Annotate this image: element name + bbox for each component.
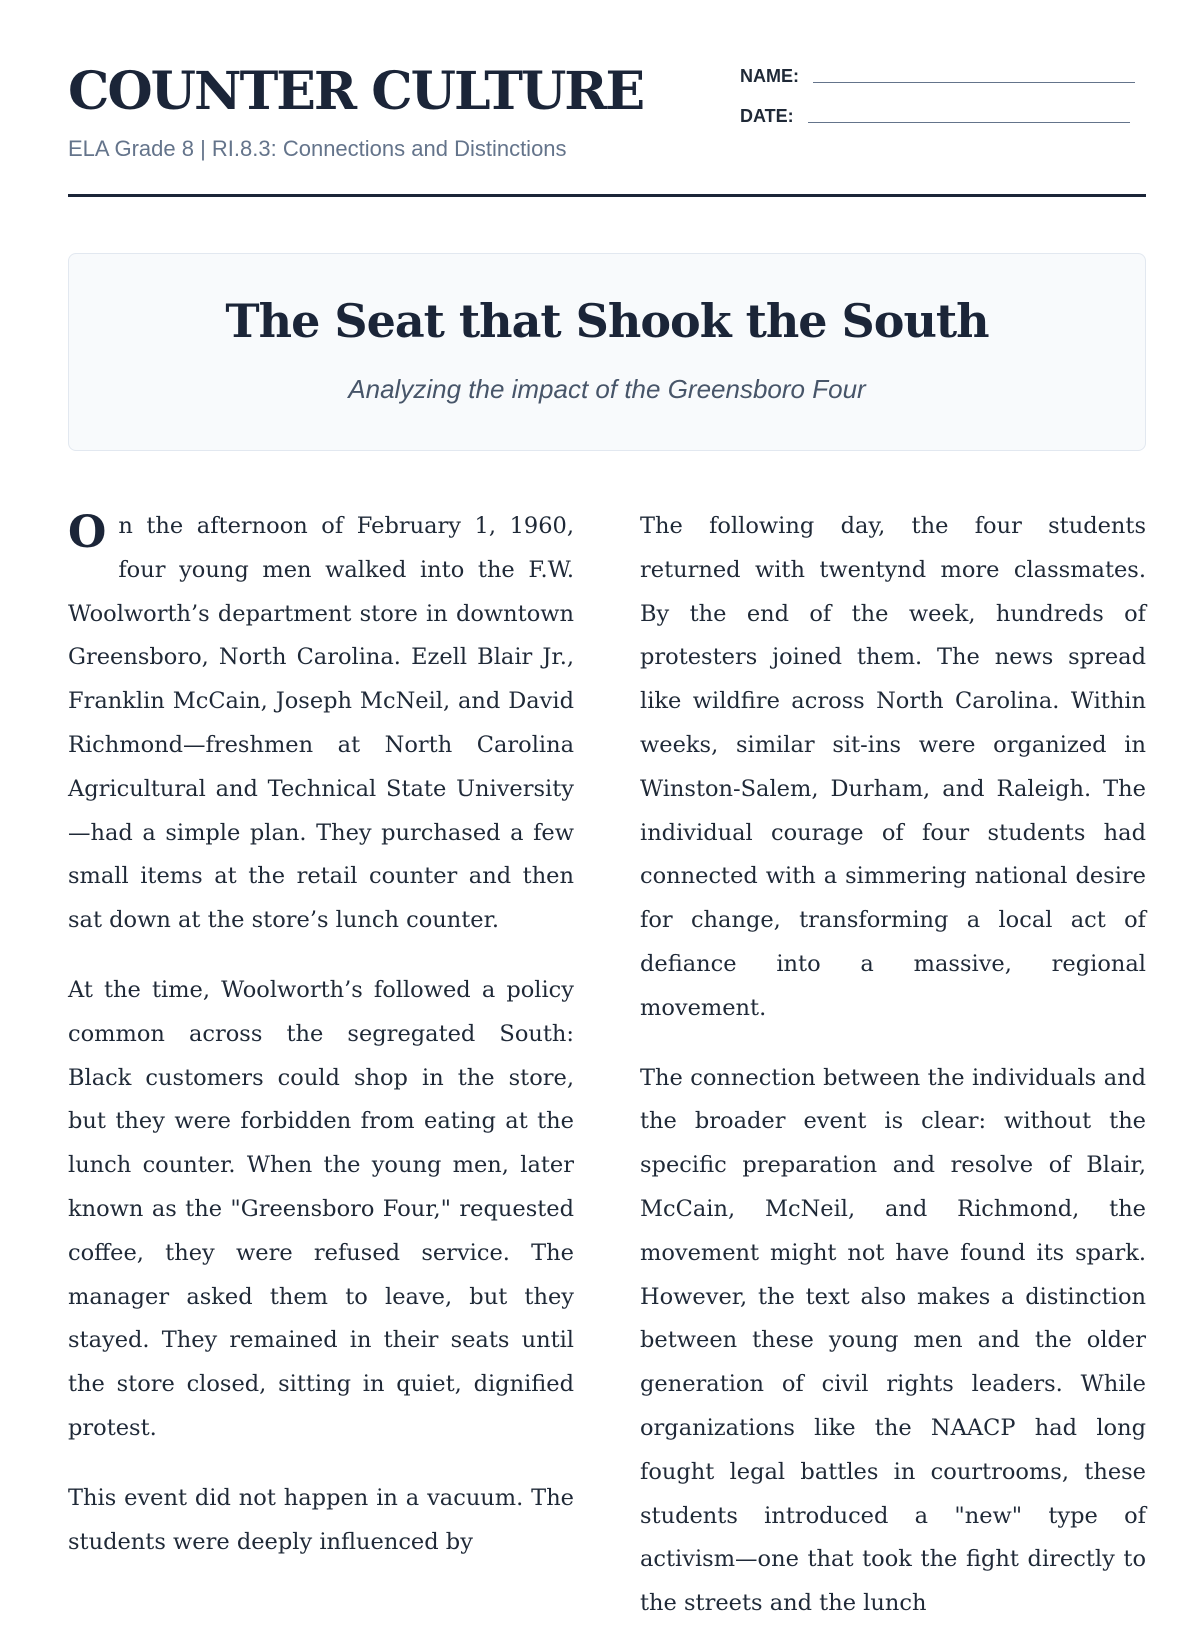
left-column [68,505,574,1590]
article-tagline: Analyzing the impact of the Greensboro Four [348,374,866,404]
worksheet-page [68,0,1146,1617]
course-subtitle: ELA Grade 8 | RI.8.3: Connections and Distinctions [68,136,567,161]
paragraph: At the time, Woolworth’s followed a policy common across the segregated South: Black customers could shop in the store, but they were forbidden from eating at the lunch counter. When the young men, later known as the "Greensboro Four," requested coffee, they were refused service. The manager asked them to leave, but they stayed. They remained in their seats until the store closed, sitting in quiet, dignified protest. [68,976,574,1441]
date-field[interactable] [740,106,1130,127]
paragraph: The following day, the four students returned with twentynd more classmates. By the end of the week, hundreds of protesters joined them. The news spread like wildfire across North Carolina. Within weeks, similar sit-ins were organized in Winston-Salem, Durham, and Raleigh. The individual courage of four students had connected with a simmering national desire for change, transforming a local act of defiance into a massive, regional movement. [640,513,1146,1021]
paragraph: The connection between the individuals and the broader event is clear: without the specific preparation and resolve of Blair, McCain, McNeil, and Richmond, the movement might not have found its spark. However, the text also makes a distinction between these young men and the older generation of civil rights leaders. While organizations like the NAACP had long fought legal battles in courtrooms, these students introduced a "new" type of activism—one that took the fight directly to the streets and the lunch [640,1064,1146,1617]
date-line[interactable] [808,122,1130,123]
name-label: NAME: [740,66,799,86]
paragraph [68,505,574,943]
date-label: DATE: [740,106,794,126]
header-divider [68,194,1146,197]
brand-title: COUNTER CULTURE [68,61,644,122]
name-line[interactable] [813,82,1135,83]
paragraph: This event did not happen in a vacuum. The students were deeply influenced by [68,1484,574,1555]
title-box [68,253,1146,451]
right-column [640,505,1146,1652]
paragraph-text: n the afternoon of February 1, 1960, four young men walked into the F.W. Woolworth’s department store in downtown Greensboro, North Carolina. Ezell Blair Jr., Franklin McCain, Joseph McNeil, and David Richmond—freshmen at North Carolina Agricultural and Technical State University—had a simple plan. They purchased a few small items at the retail counter and then sat down at the store’s lunch counter. [68,513,574,934]
article-title: The Seat that Shook the South [225,294,989,348]
drop-cap: O [68,507,107,558]
name-field[interactable] [740,66,1135,87]
